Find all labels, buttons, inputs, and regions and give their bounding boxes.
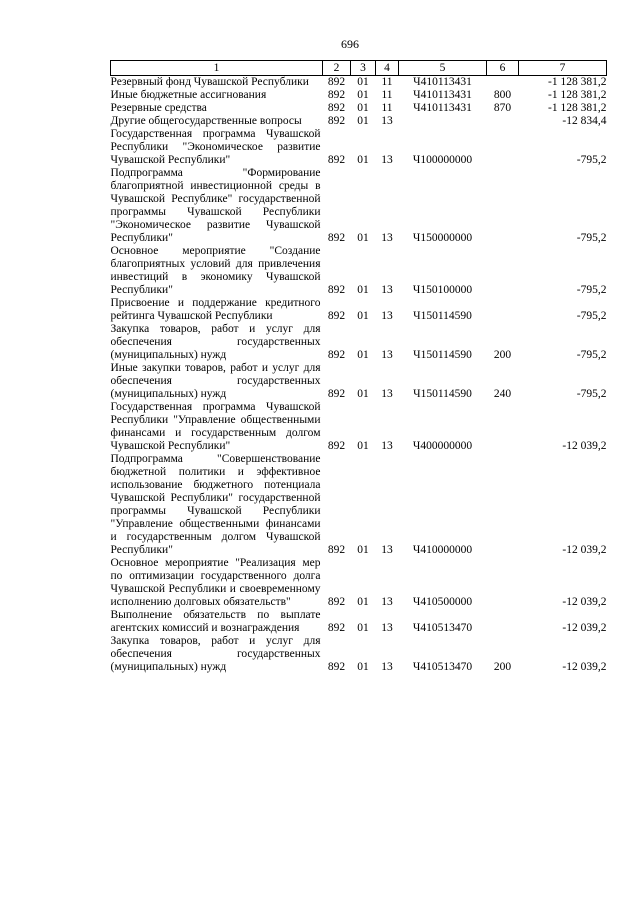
table-row: [111, 76, 607, 90]
amount: -12 039,2: [562, 596, 607, 608]
amount: -795,2: [576, 388, 607, 400]
row-name: Резервные средства: [110, 102, 207, 114]
expense-type-code: 200: [493, 349, 512, 361]
section-code: 01: [357, 544, 369, 556]
expense-type-code: [487, 297, 519, 323]
table-row: [111, 609, 607, 635]
row-name: Основное мероприятие "Реализация мер по оптимизации государственного долга Чувашской Республики и своевременному исполнению долговых обязательств": [110, 557, 321, 608]
row-name: Государственная программа Чувашской Республики "Экономическое развитие Чувашской Республики": [110, 128, 321, 166]
amount: -795,2: [576, 349, 607, 361]
section-code: 01: [357, 232, 369, 244]
admin-code: 892: [327, 440, 346, 452]
row-name: Резервный фонд Чувашской Республики: [110, 76, 309, 88]
expense-type-code: 870: [493, 102, 512, 114]
target-article-code: Ч150100000: [412, 284, 473, 296]
subsection-code: 13: [381, 661, 393, 673]
table-row: [111, 557, 607, 609]
row-name: Подпрограмма "Формирование благоприятной инвестиционной среды в Чувашской Республике" государственной программы Чувашской Республики "Экономическое развитие Чувашской Республики": [110, 167, 321, 244]
amount: -795,2: [576, 232, 607, 244]
expense-type-code: [487, 128, 519, 167]
section-code: 01: [357, 388, 369, 400]
section-code: 01: [357, 440, 369, 452]
table-row: [111, 115, 607, 128]
column-header-4: 4: [376, 61, 399, 76]
row-name: Основное мероприятие "Создание благоприятных условий для привлечения инвестиций в экономику Чувашской Республики": [110, 245, 321, 296]
amount: -12 834,4: [562, 115, 607, 127]
subsection-code: 13: [381, 596, 393, 608]
subsection-code: 13: [381, 349, 393, 361]
section-code: 01: [357, 622, 369, 634]
subsection-code: 13: [381, 622, 393, 634]
admin-code: 892: [327, 154, 346, 166]
subsection-code: 13: [381, 115, 393, 127]
column-header-5: 5: [399, 61, 487, 76]
expense-type-code: 800: [493, 89, 512, 101]
target-article-code: Ч410513470: [412, 661, 473, 673]
amount: -1 128 381,2: [548, 102, 607, 114]
row-name: Подпрограмма "Совершенствование бюджетной политики и эффективное использование бюджетного потенциала Чувашской Республики" государственной программы Чувашской Республики "Управление общественными финансами и государственным долгом Чувашской Республики": [110, 453, 321, 556]
admin-code: 892: [327, 544, 346, 556]
section-code: 01: [357, 115, 369, 127]
amount: -1 128 381,2: [548, 89, 607, 101]
amount: -795,2: [576, 284, 607, 296]
table-row: [111, 635, 607, 674]
page-number: 696: [341, 37, 359, 51]
row-name: Иные бюджетные ассигнования: [110, 89, 267, 101]
target-article-code: Ч400000000: [412, 440, 473, 452]
table-header-row: [111, 61, 607, 76]
table-row: [111, 128, 607, 167]
section-code: 01: [357, 102, 369, 114]
column-header-2: 2: [323, 61, 351, 76]
expense-type-code: [487, 453, 519, 557]
row-name: Присвоение и поддержание кредитного рейтинга Чувашской Республики: [110, 297, 321, 322]
table-row: [111, 453, 607, 557]
admin-code: 892: [327, 349, 346, 361]
column-header-3: 3: [351, 61, 376, 76]
expense-type-code: 240: [493, 388, 512, 400]
table-row: [111, 297, 607, 323]
subsection-code: 13: [381, 232, 393, 244]
subsection-code: 13: [381, 284, 393, 296]
expense-type-code: [487, 401, 519, 453]
subsection-code: 11: [381, 102, 393, 114]
subsection-code: 11: [381, 89, 393, 101]
column-header-1: 1: [111, 61, 323, 76]
admin-code: 892: [327, 310, 346, 322]
expense-type-code: [487, 167, 519, 245]
target-article-code: Ч410113431: [413, 102, 472, 114]
subsection-code: 13: [381, 310, 393, 322]
admin-code: 892: [327, 284, 346, 296]
admin-code: 892: [327, 115, 346, 127]
section-code: 01: [357, 596, 369, 608]
table-row: [111, 245, 607, 297]
row-name: Закупка товаров, работ и услуг для обеспечения государственных (муниципальных) нужд: [110, 635, 321, 673]
expense-type-code: [487, 557, 519, 609]
table-row: [111, 362, 607, 401]
section-code: 01: [357, 661, 369, 673]
amount: -12 039,2: [562, 661, 607, 673]
section-code: 01: [357, 349, 369, 361]
expense-type-code: [487, 115, 519, 128]
admin-code: 892: [327, 76, 346, 88]
table-row: [111, 89, 607, 102]
expense-type-code: 200: [493, 661, 512, 673]
section-code: 01: [357, 154, 369, 166]
row-name: Государственная программа Чувашской Республики "Управление общественными финансами и государственным долгом Чувашской Республики": [110, 401, 321, 452]
budget-table: [110, 60, 607, 674]
target-article-code: Ч410113431: [413, 76, 472, 88]
admin-code: 892: [327, 232, 346, 244]
target-article-code: Ч150114590: [413, 388, 472, 400]
admin-code: 892: [327, 89, 346, 101]
subsection-code: 11: [381, 76, 393, 88]
target-article-code: Ч150114590: [413, 349, 472, 361]
target-article-code: [399, 115, 487, 128]
subsection-code: 13: [381, 440, 393, 452]
table-row: [111, 323, 607, 362]
table-row: [111, 102, 607, 115]
subsection-code: 13: [381, 388, 393, 400]
admin-code: 892: [327, 661, 346, 673]
target-article-code: Ч150000000: [412, 232, 473, 244]
expense-type-code: [487, 245, 519, 297]
amount: -1 128 381,2: [548, 76, 607, 88]
section-code: 01: [357, 310, 369, 322]
amount: -12 039,2: [562, 544, 607, 556]
admin-code: 892: [327, 622, 346, 634]
target-article-code: Ч410000000: [412, 544, 473, 556]
section-code: 01: [357, 89, 369, 101]
table-row: [111, 401, 607, 453]
row-name: Другие общегосударственные вопросы: [110, 115, 302, 127]
target-article-code: Ч410500000: [412, 596, 473, 608]
expense-type-code: [487, 76, 519, 90]
subsection-code: 13: [381, 544, 393, 556]
row-name: Иные закупки товаров, работ и услуг для обеспечения государственных (муниципальных) нужд: [110, 362, 321, 400]
amount: -12 039,2: [562, 622, 607, 634]
section-code: 01: [357, 284, 369, 296]
column-header-7: 7: [519, 61, 607, 76]
target-article-code: Ч150114590: [413, 310, 472, 322]
section-code: 01: [357, 76, 369, 88]
amount: -12 039,2: [562, 440, 607, 452]
row-name: Выполнение обязательств по выплате агентских комиссий и вознаграждения: [110, 609, 321, 634]
expense-type-code: [487, 609, 519, 635]
target-article-code: Ч100000000: [412, 154, 473, 166]
subsection-code: 13: [381, 154, 393, 166]
target-article-code: Ч410513470: [412, 622, 473, 634]
target-article-code: Ч410113431: [413, 89, 472, 101]
amount: -795,2: [576, 154, 607, 166]
column-header-6: 6: [487, 61, 519, 76]
table-row: [111, 167, 607, 245]
admin-code: 892: [327, 388, 346, 400]
admin-code: 892: [327, 596, 346, 608]
admin-code: 892: [327, 102, 346, 114]
row-name: Закупка товаров, работ и услуг для обеспечения государственных (муниципальных) нужд: [110, 323, 321, 361]
amount: -795,2: [576, 310, 607, 322]
